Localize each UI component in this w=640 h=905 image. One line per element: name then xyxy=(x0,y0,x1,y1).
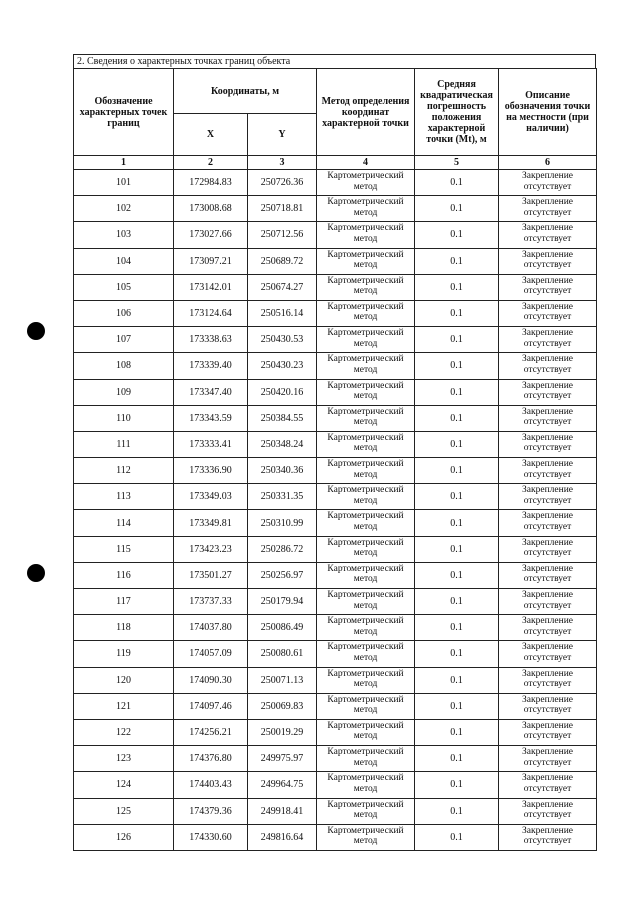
x-coordinate-cell: 174097.46 xyxy=(174,693,248,719)
mt-cell: 0.1 xyxy=(415,248,499,274)
header-mt: Средняя квадратическая погрешность положения характерной точки (Mt), м xyxy=(415,69,499,156)
method-cell: Картометрический метод xyxy=(317,274,415,300)
mt-cell: 0.1 xyxy=(415,746,499,772)
method-cell: Картометрический метод xyxy=(317,222,415,248)
method-cell: Картометрический метод xyxy=(317,248,415,274)
table-row xyxy=(74,746,597,772)
point-id-cell: 120 xyxy=(74,667,174,693)
description-cell: Закрепление отсутствует xyxy=(499,196,597,222)
column-number: 3 xyxy=(248,156,317,170)
table-row xyxy=(74,248,597,274)
mt-cell: 0.1 xyxy=(415,589,499,615)
x-coordinate-cell: 173336.90 xyxy=(174,458,248,484)
mt-cell: 0.1 xyxy=(415,510,499,536)
y-coordinate-cell: 249816.64 xyxy=(248,824,317,850)
point-id-cell: 105 xyxy=(74,274,174,300)
description-cell: Закрепление отсутствует xyxy=(499,824,597,850)
table-row xyxy=(74,274,597,300)
column-number: 2 xyxy=(174,156,248,170)
column-number: 6 xyxy=(499,156,597,170)
table-row xyxy=(74,641,597,667)
table-row xyxy=(74,300,597,326)
x-coordinate-cell: 174379.36 xyxy=(174,798,248,824)
x-coordinate-cell: 174090.30 xyxy=(174,667,248,693)
y-coordinate-cell: 250384.55 xyxy=(248,405,317,431)
table-row xyxy=(74,536,597,562)
table-row xyxy=(74,824,597,850)
column-number: 5 xyxy=(415,156,499,170)
x-coordinate-cell: 173423.23 xyxy=(174,536,248,562)
y-coordinate-cell: 250331.35 xyxy=(248,484,317,510)
point-id-cell: 115 xyxy=(74,536,174,562)
description-cell: Закрепление отсутствует xyxy=(499,327,597,353)
method-cell: Картометрический метод xyxy=(317,327,415,353)
y-coordinate-cell: 249975.97 xyxy=(248,746,317,772)
y-coordinate-cell: 250718.81 xyxy=(248,196,317,222)
x-coordinate-cell: 173501.27 xyxy=(174,562,248,588)
y-coordinate-cell: 250430.53 xyxy=(248,327,317,353)
table-row xyxy=(74,431,597,457)
x-coordinate-cell: 173343.59 xyxy=(174,405,248,431)
point-id-cell: 110 xyxy=(74,405,174,431)
mt-cell: 0.1 xyxy=(415,353,499,379)
header-point-designation: Обозначение характерных точек границ xyxy=(74,69,174,156)
x-coordinate-cell: 174256.21 xyxy=(174,719,248,745)
mt-cell: 0.1 xyxy=(415,719,499,745)
table-row xyxy=(74,693,597,719)
y-coordinate-cell: 250069.83 xyxy=(248,693,317,719)
point-id-cell: 119 xyxy=(74,641,174,667)
description-cell: Закрепление отсутствует xyxy=(499,562,597,588)
section-title: 2. Сведения о характерных точках границ объекта xyxy=(73,54,596,68)
x-coordinate-cell: 173008.68 xyxy=(174,196,248,222)
table-row xyxy=(74,170,597,196)
method-cell: Картометрический метод xyxy=(317,772,415,798)
document-page xyxy=(73,54,596,851)
table-row xyxy=(74,327,597,353)
method-cell: Картометрический метод xyxy=(317,431,415,457)
method-cell: Картометрический метод xyxy=(317,719,415,745)
description-cell: Закрепление отсутствует xyxy=(499,274,597,300)
mt-cell: 0.1 xyxy=(415,458,499,484)
point-id-cell: 103 xyxy=(74,222,174,248)
header-y: Y xyxy=(248,114,317,156)
mt-cell: 0.1 xyxy=(415,615,499,641)
y-coordinate-cell: 250256.97 xyxy=(248,562,317,588)
point-id-cell: 104 xyxy=(74,248,174,274)
description-cell: Закрепление отсутствует xyxy=(499,693,597,719)
binder-hole xyxy=(27,322,45,340)
description-cell: Закрепление отсутствует xyxy=(499,170,597,196)
table-row xyxy=(74,615,597,641)
y-coordinate-cell: 250726.36 xyxy=(248,170,317,196)
point-id-cell: 126 xyxy=(74,824,174,850)
method-cell: Картометрический метод xyxy=(317,405,415,431)
y-coordinate-cell: 250080.61 xyxy=(248,641,317,667)
mt-cell: 0.1 xyxy=(415,693,499,719)
point-id-cell: 111 xyxy=(74,431,174,457)
point-id-cell: 125 xyxy=(74,798,174,824)
point-id-cell: 108 xyxy=(74,353,174,379)
method-cell: Картометрический метод xyxy=(317,562,415,588)
y-coordinate-cell: 249918.41 xyxy=(248,798,317,824)
description-cell: Закрепление отсутствует xyxy=(499,353,597,379)
table-row xyxy=(74,196,597,222)
y-coordinate-cell: 250019.29 xyxy=(248,719,317,745)
x-coordinate-cell: 173339.40 xyxy=(174,353,248,379)
description-cell: Закрепление отсутствует xyxy=(499,248,597,274)
mt-cell: 0.1 xyxy=(415,772,499,798)
description-cell: Закрепление отсутствует xyxy=(499,405,597,431)
description-cell: Закрепление отсутствует xyxy=(499,458,597,484)
table-row xyxy=(74,222,597,248)
mt-cell: 0.1 xyxy=(415,327,499,353)
header-description: Описание обозначения точки на местности (при наличии) xyxy=(499,69,597,156)
mt-cell: 0.1 xyxy=(415,798,499,824)
table-row xyxy=(74,667,597,693)
mt-cell: 0.1 xyxy=(415,196,499,222)
description-cell: Закрепление отсутствует xyxy=(499,667,597,693)
description-cell: Закрепление отсутствует xyxy=(499,641,597,667)
description-cell: Закрепление отсутствует xyxy=(499,484,597,510)
mt-cell: 0.1 xyxy=(415,536,499,562)
table-row xyxy=(74,798,597,824)
x-coordinate-cell: 173124.64 xyxy=(174,300,248,326)
table-row xyxy=(74,405,597,431)
table-row xyxy=(74,589,597,615)
table-body xyxy=(74,170,597,851)
description-cell: Закрепление отсутствует xyxy=(499,772,597,798)
description-cell: Закрепление отсутствует xyxy=(499,536,597,562)
point-id-cell: 122 xyxy=(74,719,174,745)
mt-cell: 0.1 xyxy=(415,641,499,667)
y-coordinate-cell: 250689.72 xyxy=(248,248,317,274)
x-coordinate-cell: 174037.80 xyxy=(174,615,248,641)
table-row xyxy=(74,458,597,484)
x-coordinate-cell: 174057.09 xyxy=(174,641,248,667)
binder-hole xyxy=(27,564,45,582)
mt-cell: 0.1 xyxy=(415,484,499,510)
table-row xyxy=(74,510,597,536)
x-coordinate-cell: 172984.83 xyxy=(174,170,248,196)
method-cell: Картометрический метод xyxy=(317,300,415,326)
x-coordinate-cell: 173027.66 xyxy=(174,222,248,248)
x-coordinate-cell: 174330.60 xyxy=(174,824,248,850)
description-cell: Закрепление отсутствует xyxy=(499,719,597,745)
method-cell: Картометрический метод xyxy=(317,196,415,222)
point-id-cell: 121 xyxy=(74,693,174,719)
x-coordinate-cell: 173349.03 xyxy=(174,484,248,510)
y-coordinate-cell: 250348.24 xyxy=(248,431,317,457)
method-cell: Картометрический метод xyxy=(317,667,415,693)
x-coordinate-cell: 173347.40 xyxy=(174,379,248,405)
method-cell: Картометрический метод xyxy=(317,798,415,824)
mt-cell: 0.1 xyxy=(415,405,499,431)
point-id-cell: 116 xyxy=(74,562,174,588)
point-id-cell: 107 xyxy=(74,327,174,353)
mt-cell: 0.1 xyxy=(415,379,499,405)
point-id-cell: 102 xyxy=(74,196,174,222)
point-id-cell: 123 xyxy=(74,746,174,772)
method-cell: Картометрический метод xyxy=(317,641,415,667)
point-id-cell: 114 xyxy=(74,510,174,536)
x-coordinate-cell: 173097.21 xyxy=(174,248,248,274)
mt-cell: 0.1 xyxy=(415,170,499,196)
column-number: 4 xyxy=(317,156,415,170)
y-coordinate-cell: 250430.23 xyxy=(248,353,317,379)
mt-cell: 0.1 xyxy=(415,222,499,248)
description-cell: Закрепление отсутствует xyxy=(499,379,597,405)
table-row xyxy=(74,562,597,588)
point-id-cell: 117 xyxy=(74,589,174,615)
point-id-cell: 118 xyxy=(74,615,174,641)
description-cell: Закрепление отсутствует xyxy=(499,615,597,641)
y-coordinate-cell: 250420.16 xyxy=(248,379,317,405)
table-row xyxy=(74,772,597,798)
method-cell: Картометрический метод xyxy=(317,170,415,196)
mt-cell: 0.1 xyxy=(415,562,499,588)
method-cell: Картометрический метод xyxy=(317,693,415,719)
x-coordinate-cell: 174376.80 xyxy=(174,746,248,772)
x-coordinate-cell: 173737.33 xyxy=(174,589,248,615)
description-cell: Закрепление отсутствует xyxy=(499,431,597,457)
method-cell: Картометрический метод xyxy=(317,458,415,484)
y-coordinate-cell: 250340.36 xyxy=(248,458,317,484)
y-coordinate-cell: 250310.99 xyxy=(248,510,317,536)
point-id-cell: 124 xyxy=(74,772,174,798)
method-cell: Картометрический метод xyxy=(317,824,415,850)
y-coordinate-cell: 250086.49 xyxy=(248,615,317,641)
method-cell: Картометрический метод xyxy=(317,510,415,536)
table-row xyxy=(74,353,597,379)
point-id-cell: 101 xyxy=(74,170,174,196)
method-cell: Картометрический метод xyxy=(317,589,415,615)
point-id-cell: 106 xyxy=(74,300,174,326)
column-number: 1 xyxy=(74,156,174,170)
y-coordinate-cell: 250071.13 xyxy=(248,667,317,693)
header-method: Метод определения координат характерной точки xyxy=(317,69,415,156)
mt-cell: 0.1 xyxy=(415,667,499,693)
x-coordinate-cell: 173349.81 xyxy=(174,510,248,536)
description-cell: Закрепление отсутствует xyxy=(499,798,597,824)
y-coordinate-cell: 249964.75 xyxy=(248,772,317,798)
method-cell: Картометрический метод xyxy=(317,353,415,379)
mt-cell: 0.1 xyxy=(415,824,499,850)
mt-cell: 0.1 xyxy=(415,274,499,300)
point-id-cell: 113 xyxy=(74,484,174,510)
y-coordinate-cell: 250516.14 xyxy=(248,300,317,326)
method-cell: Картометрический метод xyxy=(317,746,415,772)
x-coordinate-cell: 173338.63 xyxy=(174,327,248,353)
point-id-cell: 109 xyxy=(74,379,174,405)
x-coordinate-cell: 173333.41 xyxy=(174,431,248,457)
table-row xyxy=(74,719,597,745)
y-coordinate-cell: 250712.56 xyxy=(248,222,317,248)
header-x: X xyxy=(174,114,248,156)
method-cell: Картометрический метод xyxy=(317,615,415,641)
x-coordinate-cell: 173142.01 xyxy=(174,274,248,300)
table-row xyxy=(74,379,597,405)
table-row xyxy=(74,484,597,510)
description-cell: Закрепление отсутствует xyxy=(499,510,597,536)
description-cell: Закрепление отсутствует xyxy=(499,589,597,615)
mt-cell: 0.1 xyxy=(415,300,499,326)
boundary-points-table xyxy=(73,68,597,851)
description-cell: Закрепление отсутствует xyxy=(499,300,597,326)
y-coordinate-cell: 250179.94 xyxy=(248,589,317,615)
method-cell: Картометрический метод xyxy=(317,536,415,562)
method-cell: Картометрический метод xyxy=(317,379,415,405)
header-coordinates: Координаты, м xyxy=(174,69,317,114)
y-coordinate-cell: 250286.72 xyxy=(248,536,317,562)
x-coordinate-cell: 174403.43 xyxy=(174,772,248,798)
method-cell: Картометрический метод xyxy=(317,484,415,510)
y-coordinate-cell: 250674.27 xyxy=(248,274,317,300)
point-id-cell: 112 xyxy=(74,458,174,484)
mt-cell: 0.1 xyxy=(415,431,499,457)
description-cell: Закрепление отсутствует xyxy=(499,746,597,772)
description-cell: Закрепление отсутствует xyxy=(499,222,597,248)
